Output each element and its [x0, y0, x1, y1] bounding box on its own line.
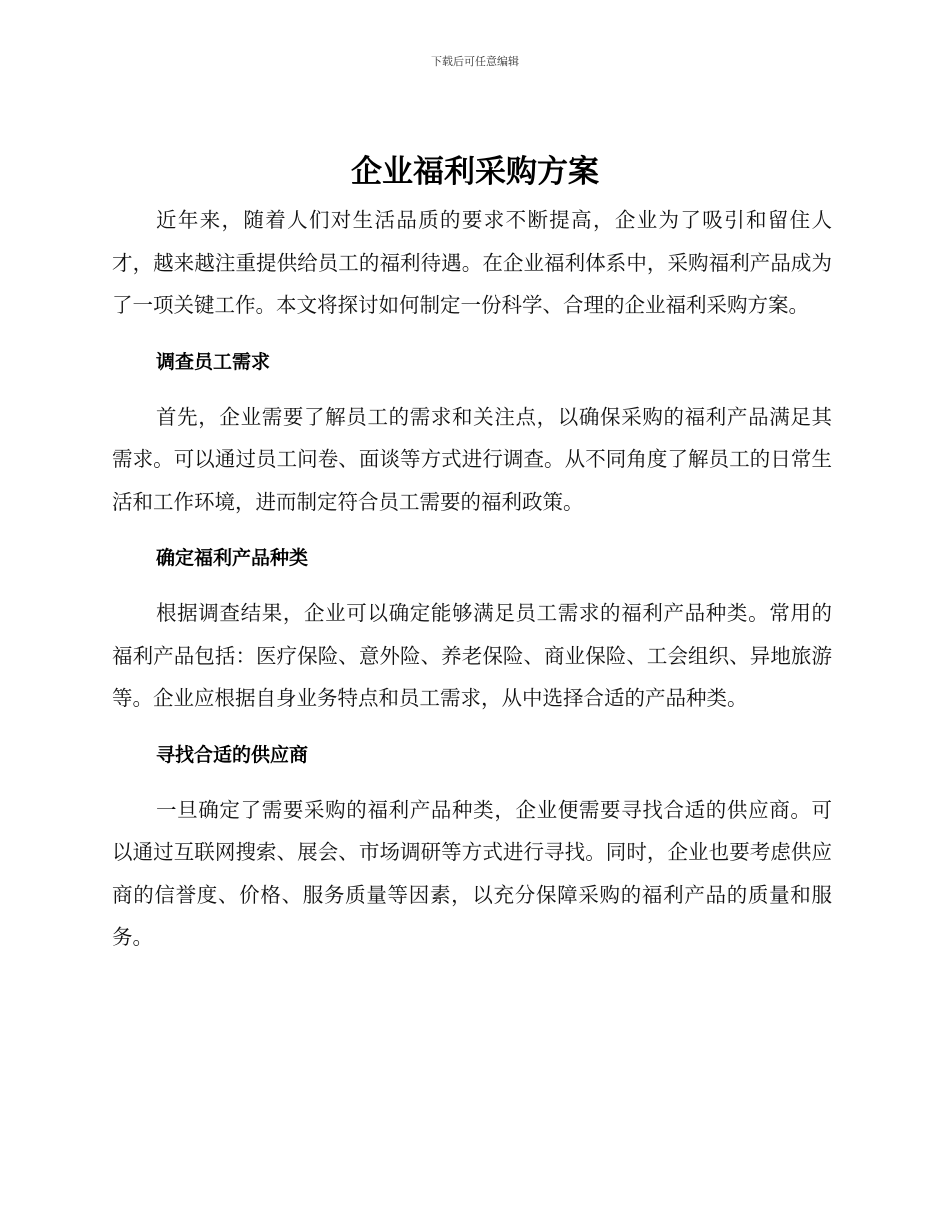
section-heading-survey: 调查员工需求 — [156, 350, 271, 373]
section-body-survey: 首先，企业需要了解员工的需求和关注点，以确保采购的福利产品满足其需求。可以通过员工问卷、面谈等方式进行调查。从不同角度了解员工的日常生活和工作环境，进而制定符合员工需要的福利政策。 — [112, 404, 832, 514]
section-heading-product-types: 确定福利产品种类 — [156, 547, 309, 569]
header-note: 下载后可任意编辑 — [431, 55, 519, 68]
section-body-product-types: 根据调查结果，企业可以确定能够满足员工需求的福利产品种类。常用的福利产品包括：医疗保险、意外险、养老保险、商业保险、工会组织、异地旅游等。企业应根据自身业务特点和员工需求，从中选择合适的产品种类。 — [112, 601, 832, 710]
document-body — [112, 199, 832, 959]
document-title: 企业福利采购方案 — [351, 154, 599, 190]
section-body-suppliers: 一旦确定了需要采购的福利产品种类，企业便需要寻找合适的供应商。可以通过互联网搜索、展会、市场调研等方式进行寻找。同时，企业也要考虑供应商的信誉度、价格、服务质量等因素，以充分保障采购的福利产品的质量和服务。 — [112, 797, 832, 949]
intro-paragraph: 近年来，随着人们对生活品质的要求不断提高，企业为了吸引和留住人才，越来越注重提供给员工的福利待遇。在企业福利体系中，采购福利产品成为了一项关键工作。本文将探讨如何制定一份科学、合理的企业福利采购方案。 — [112, 208, 832, 317]
section-heading-suppliers: 寻找合适的供应商 — [156, 743, 309, 766]
